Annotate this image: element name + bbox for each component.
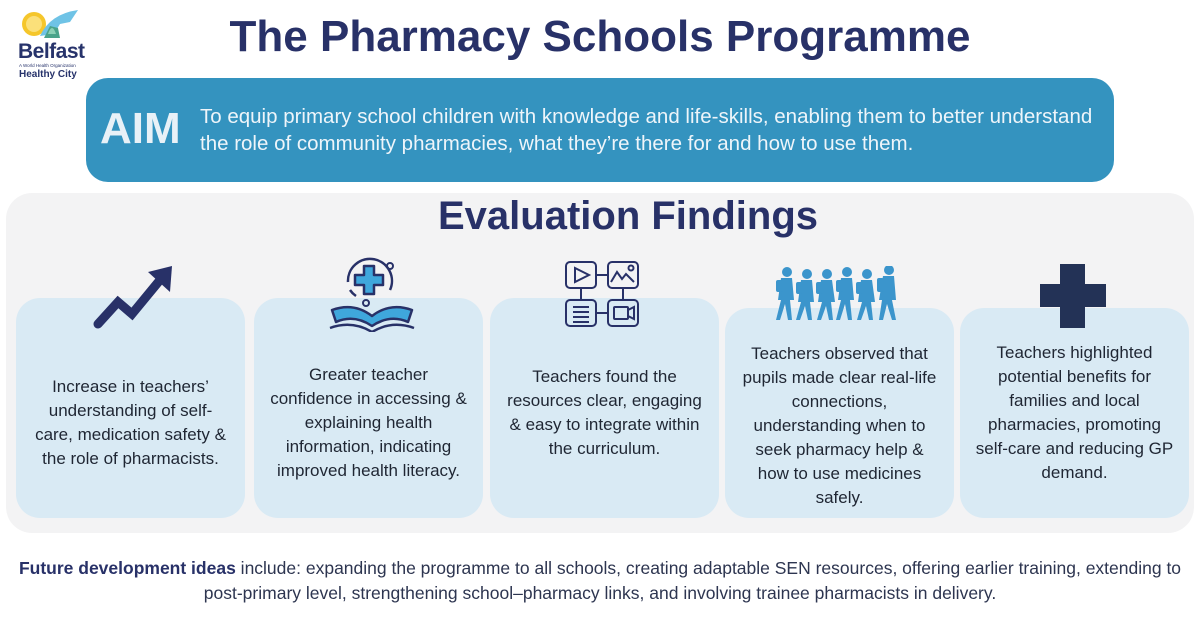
finding-text: Increase in teachers’ understanding of self-care, medication safety & the role of pharmacists. <box>35 377 226 468</box>
health-book-icon <box>326 256 420 332</box>
logo-subtitle: A World Health Organization <box>19 63 76 68</box>
future-development-text <box>0 556 1200 606</box>
finding-text: Teachers found the resources clear, engaging & easy to integrate within the curriculum. <box>507 367 702 458</box>
logo-wordmark: Belfast <box>18 40 85 63</box>
schoolchildren-icon <box>775 266 903 324</box>
aim-banner <box>86 78 1114 182</box>
page-title: The Pharmacy Schools Programme <box>229 12 971 61</box>
findings-heading: Evaluation Findings <box>437 194 819 238</box>
medical-cross-icon <box>1040 264 1106 328</box>
media-resources-icon <box>564 260 640 328</box>
finding-text: Teachers observed that pupils made clear real-life connections, understanding when to seek pharmacy help & how to use medicines safely. <box>742 344 937 507</box>
aim-label: AIM <box>100 104 181 153</box>
future-development-body: include: expanding the programme to all schools, creating adaptable SEN resources, offering earlier training, extending to post-primary level, strengthening school–pharmacy links, and involving trainee pharmacists in delivery. <box>203 558 1182 603</box>
finding-card-4 <box>725 308 954 518</box>
aim-text: To equip primary school children with knowledge and life-skills, enabling them to better understand the role of community pharmacies, what they’re there for and how to use them. <box>200 105 1093 155</box>
finding-text: Greater teacher confidence in accessing & explaining health information, indicating improved health literacy. <box>270 365 467 480</box>
finding-text: Teachers highlighted potential benefits for families and local pharmacies, promoting self-care and reducing GP demand. <box>975 343 1174 482</box>
future-development-label: Future development ideas <box>18 558 236 578</box>
finding-card-1 <box>16 298 245 518</box>
finding-card-3 <box>490 298 719 518</box>
logo-city: Healthy City <box>19 69 77 80</box>
trend-up-arrow-icon <box>92 266 176 330</box>
finding-card-5 <box>960 308 1189 518</box>
